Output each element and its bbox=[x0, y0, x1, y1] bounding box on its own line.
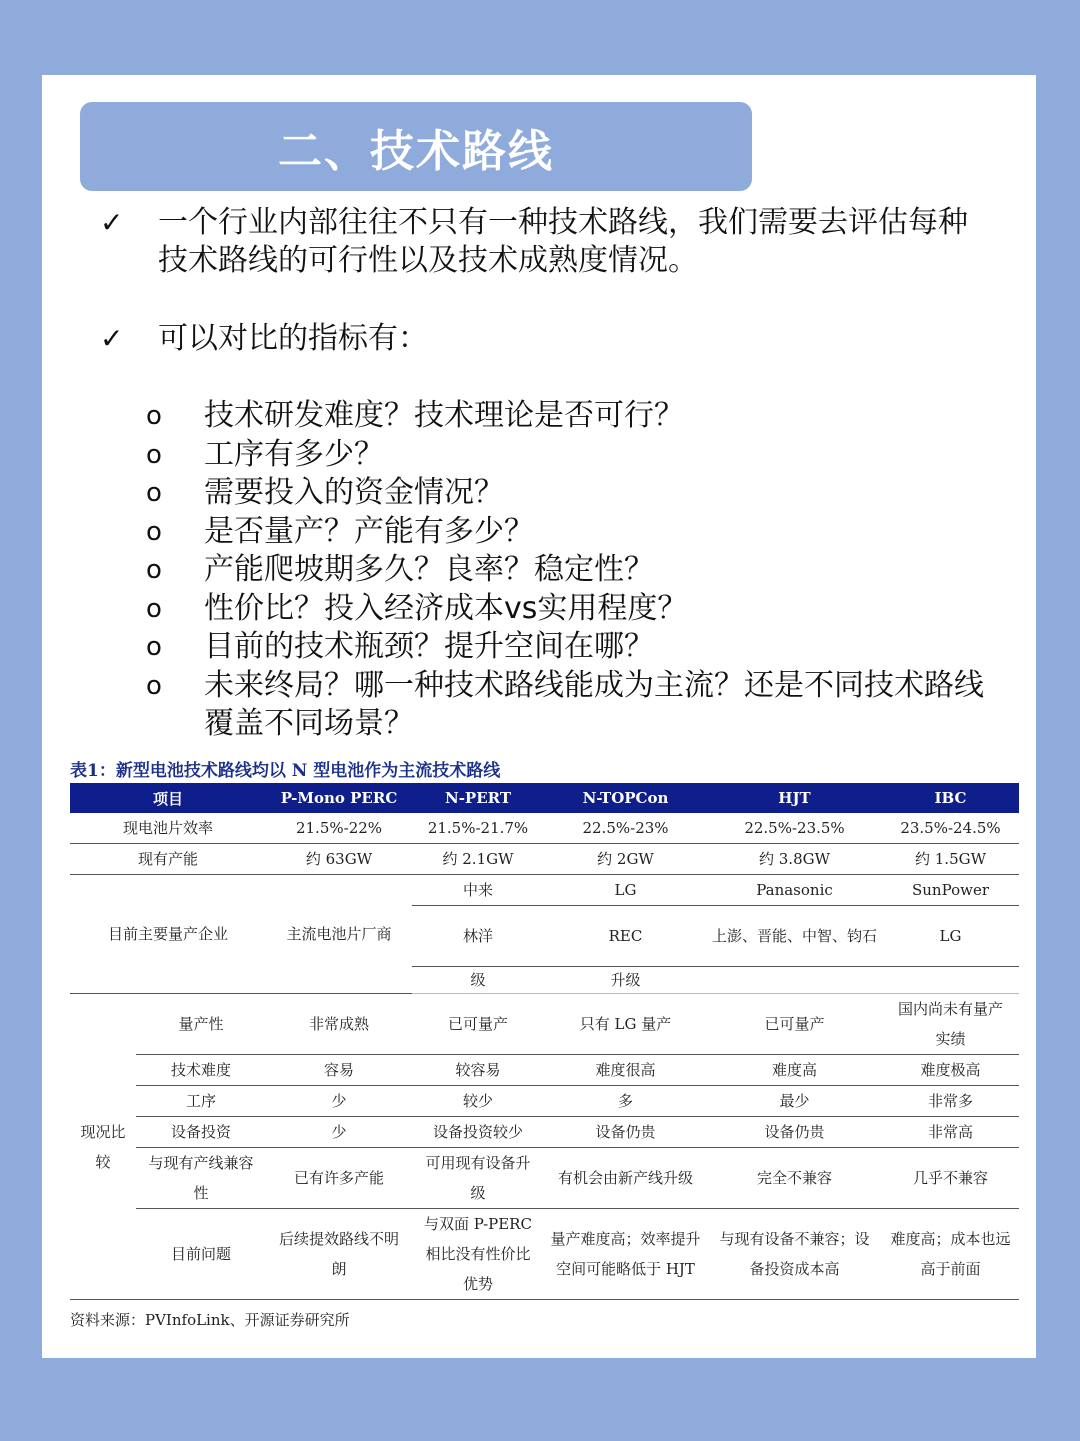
table-row bbox=[70, 875, 1019, 906]
list-item bbox=[146, 474, 1006, 513]
list-item-text: 产能爬坡期多久？良率？稳定性？ bbox=[204, 552, 654, 587]
table-row bbox=[70, 1086, 1019, 1117]
table-cell: 上澎、晋能、中智、钧石 bbox=[707, 906, 882, 967]
table-cell: LG bbox=[882, 906, 1019, 967]
list-item-text: 需要投入的资金情况？ bbox=[204, 475, 504, 510]
table-cell: 约 63GW bbox=[266, 844, 412, 875]
circle-bullet-icon: o bbox=[146, 593, 162, 624]
row-label: 目前主要量产企业 bbox=[70, 875, 266, 994]
table-cell: 容易 bbox=[266, 1055, 412, 1086]
table-cell: 多 bbox=[544, 1086, 707, 1117]
table-cell: 主流电池片厂商 bbox=[266, 875, 412, 994]
row-label: 现电池片效率 bbox=[70, 813, 266, 844]
table-cell: 难度高；成本也远高于前面 bbox=[882, 1209, 1019, 1300]
table-cell: REC bbox=[544, 906, 707, 967]
table-cell: 几乎不兼容 bbox=[882, 1148, 1019, 1209]
list-item-text: 工序有多少？ bbox=[204, 436, 384, 472]
row-label: 技术难度 bbox=[136, 1055, 266, 1086]
circle-bullet-icon: o bbox=[146, 478, 162, 508]
table-cell: 设备仍贵 bbox=[707, 1117, 882, 1148]
title-banner bbox=[80, 102, 752, 191]
circle-bullet-icon: o bbox=[146, 632, 162, 662]
list-item-text: 未来终局？哪一种技术路线能成为主流？还是不同技术路线覆盖不同场景？ bbox=[204, 667, 984, 741]
circle-bullet-icon: o bbox=[146, 670, 162, 701]
table-cell: LG bbox=[544, 875, 707, 906]
table-cell: 国内尚未有量产实绩 bbox=[882, 994, 1019, 1055]
table-cell: 后续提效路线不明朗 bbox=[266, 1209, 412, 1300]
table-cell: 约 2.1GW bbox=[412, 844, 544, 875]
table-cell: Panasonic bbox=[707, 875, 882, 906]
table-cell: 非常多 bbox=[882, 1086, 1019, 1117]
row-label: 量产性 bbox=[136, 994, 266, 1055]
circle-bullet-icon: o bbox=[146, 439, 162, 470]
table-cell: 升级 bbox=[544, 967, 707, 994]
content-sheet bbox=[42, 75, 1036, 1358]
table-cell: 难度高 bbox=[707, 1055, 882, 1086]
list-item-text: 目前的技术瓶颈？提升空间在哪？ bbox=[204, 629, 654, 664]
list-item-text: 技术研发难度？技术理论是否可行？ bbox=[204, 398, 684, 433]
bullet-text: 可以对比的指标有： bbox=[158, 321, 428, 356]
column-header: N-PERT bbox=[412, 783, 544, 813]
table-row bbox=[70, 1117, 1019, 1148]
table-cell: 与现有设备不兼容；设备投资成本高 bbox=[707, 1209, 882, 1300]
table-cell: 约 3.8GW bbox=[707, 844, 882, 875]
list-item-text: 性价比？投入经济成本vs实用程度？ bbox=[204, 590, 688, 626]
column-header: P-Mono PERC bbox=[266, 783, 412, 813]
list-item-text: 是否量产？产能有多少？ bbox=[204, 513, 534, 549]
table-cell: 可用现有设备升级 bbox=[412, 1148, 544, 1209]
table-row bbox=[70, 844, 1019, 875]
bullet-item bbox=[100, 204, 968, 280]
row-label: 目前问题 bbox=[136, 1209, 266, 1300]
table-cell: 较少 bbox=[412, 1086, 544, 1117]
table-row bbox=[70, 1209, 1019, 1300]
column-header: HJT bbox=[707, 783, 882, 813]
table-cell: 最少 bbox=[707, 1086, 882, 1117]
source-note: 资料来源：PVInfoLink、开源证券研究所 bbox=[70, 1311, 350, 1329]
table-cell: 已可量产 bbox=[412, 994, 544, 1055]
list-item bbox=[146, 551, 1006, 590]
table-cell bbox=[882, 967, 1019, 994]
list-item bbox=[146, 513, 1006, 552]
table-cell bbox=[707, 967, 882, 994]
table-row bbox=[70, 1148, 1019, 1209]
column-header: IBC bbox=[882, 783, 1019, 813]
table-row bbox=[70, 813, 1019, 844]
circle-bullet-icon: o bbox=[146, 555, 162, 585]
bullet-item bbox=[100, 320, 968, 358]
table-cell: 22.5%-23.5% bbox=[707, 813, 882, 844]
circle-bullet-icon: o bbox=[146, 401, 162, 431]
table-cell: 设备仍贵 bbox=[544, 1117, 707, 1148]
table-cell: 少 bbox=[266, 1086, 412, 1117]
page-title: 二、技术路线 bbox=[278, 125, 554, 177]
list-item bbox=[146, 628, 1006, 667]
table-row bbox=[70, 994, 1019, 1055]
row-label: 现有产能 bbox=[70, 844, 266, 875]
table-header-row bbox=[70, 783, 1019, 813]
table-cell: 较容易 bbox=[412, 1055, 544, 1086]
table-cell: 与双面 P-PERC 相比没有性价比优势 bbox=[412, 1209, 544, 1300]
table-cell: 设备投资较少 bbox=[412, 1117, 544, 1148]
table-cell: 已有许多产能 bbox=[266, 1148, 412, 1209]
circle-bullet-icon: o bbox=[146, 516, 162, 547]
list-item bbox=[146, 667, 1006, 744]
list-item bbox=[146, 590, 1006, 629]
indicator-list bbox=[146, 397, 1006, 744]
table-caption: 表1：新型电池技术路线均以 N 型电池作为主流技术路线 bbox=[70, 761, 501, 781]
table-cell: 难度很高 bbox=[544, 1055, 707, 1086]
table-cell: SunPower bbox=[882, 875, 1019, 906]
table-cell: 21.5%-21.7% bbox=[412, 813, 544, 844]
table-cell: 约 1.5GW bbox=[882, 844, 1019, 875]
check-icon: ✓ bbox=[100, 322, 124, 355]
list-item bbox=[146, 436, 1006, 475]
table-cell: 约 2GW bbox=[544, 844, 707, 875]
row-label: 与现有产线兼容性 bbox=[136, 1148, 266, 1209]
table-cell: 林洋 bbox=[412, 906, 544, 967]
table-cell: 有机会由新产线升级 bbox=[544, 1148, 707, 1209]
row-group-label: 现况比较 bbox=[70, 994, 136, 1300]
table-cell: 非常高 bbox=[882, 1117, 1019, 1148]
table-row bbox=[70, 1055, 1019, 1086]
table-cell: 21.5%-22% bbox=[266, 813, 412, 844]
table-cell: 量产难度高；效率提升空间可能略低于 HJT bbox=[544, 1209, 707, 1300]
table-cell: 23.5%-24.5% bbox=[882, 813, 1019, 844]
column-header: N-TOPCon bbox=[544, 783, 707, 813]
table-cell: 完全不兼容 bbox=[707, 1148, 882, 1209]
bullet-text: 一个行业内部往往不只有一种技术路线，我们需要去评估每种技术路线的可行性以及技术成熟度情况。 bbox=[158, 205, 968, 278]
comparison-table bbox=[70, 783, 1019, 1300]
row-label: 设备投资 bbox=[136, 1117, 266, 1148]
row-label: 工序 bbox=[136, 1086, 266, 1117]
column-header: 项目 bbox=[70, 783, 266, 813]
table-cell: 级 bbox=[412, 967, 544, 994]
table-cell: 难度极高 bbox=[882, 1055, 1019, 1086]
list-item bbox=[146, 397, 1006, 436]
check-icon: ✓ bbox=[100, 206, 124, 239]
table-cell: 只有 LG 量产 bbox=[544, 994, 707, 1055]
table-cell: 已可量产 bbox=[707, 994, 882, 1055]
table-cell: 22.5%-23% bbox=[544, 813, 707, 844]
table-cell: 非常成熟 bbox=[266, 994, 412, 1055]
table-cell: 少 bbox=[266, 1117, 412, 1148]
table-cell: 中来 bbox=[412, 875, 544, 906]
